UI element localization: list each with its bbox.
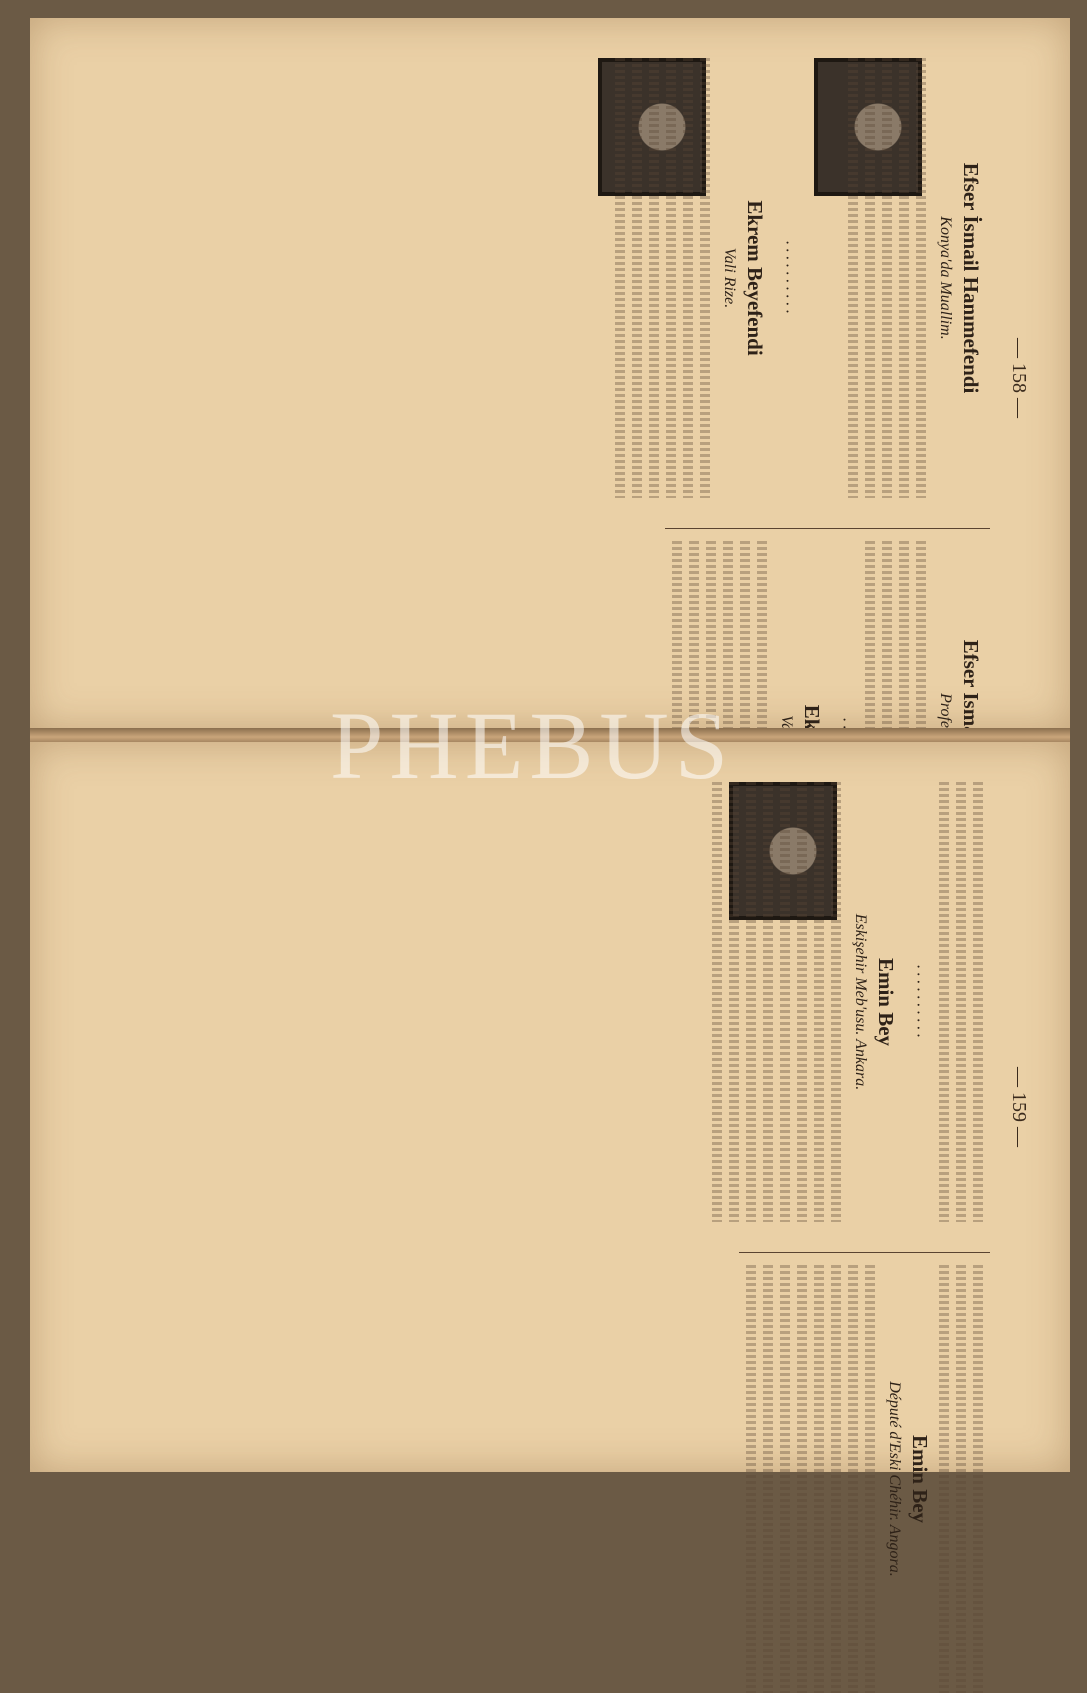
illegible-text-line [865, 58, 875, 498]
illegible-text-line [956, 1265, 966, 1693]
entry-subtitle: Eskişehir Meb'usu. Ankara. [852, 913, 869, 1091]
entry-title: Emin Bey [908, 1434, 932, 1524]
separator: ·········· [909, 963, 928, 1041]
illegible-text-line [899, 58, 909, 498]
illegible-text-line [712, 782, 722, 1222]
illegible-text-line [797, 782, 807, 1222]
illegible-text-line [683, 58, 693, 498]
illegible-text-line [746, 782, 756, 1222]
entry-title: Emin Bey [874, 957, 898, 1047]
entry-title: Efser İsmail Hanımefendi [959, 162, 983, 394]
page-number: — 158 — [1008, 338, 1030, 418]
turkish-column [705, 782, 990, 1222]
illegible-text-line [939, 1265, 949, 1693]
illegible-text-line [814, 1265, 824, 1693]
illegible-text-line [615, 58, 625, 498]
page-159-content [70, 762, 1030, 1577]
illegible-text-line [780, 1265, 790, 1693]
illegible-text-line [649, 58, 659, 498]
illegible-text-line [956, 782, 966, 1222]
illegible-text-line [763, 782, 773, 1222]
illegible-text-line [700, 58, 710, 498]
illegible-text-line [780, 782, 790, 1222]
page-158 [30, 18, 1070, 730]
illegible-text-line [831, 1265, 841, 1693]
entry-subtitle: Député d'Eski Chéhir. Angora. [886, 1381, 903, 1577]
illegible-text-line [848, 58, 858, 498]
illegible-text-line [797, 1265, 807, 1693]
illegible-text-line [973, 782, 983, 1222]
page-number: — 159 — [1008, 1067, 1030, 1147]
illegible-text-line [729, 782, 739, 1222]
turkish-column [592, 58, 990, 498]
illegible-text-line [939, 782, 949, 1222]
illegible-text-line [666, 58, 676, 498]
illegible-text-line [916, 58, 926, 498]
illegible-text-line [973, 1265, 983, 1693]
page-158-content [70, 38, 1030, 718]
illegible-text-line [632, 58, 642, 498]
entry-title: Ekrem Beyefendi [743, 200, 767, 356]
illegible-text-line [865, 1265, 875, 1693]
illegible-text-line [763, 1265, 773, 1693]
page-159 [30, 742, 1070, 1577]
illegible-text-line [848, 1265, 858, 1693]
entry-subtitle: Konya'da Muallim. [937, 216, 954, 340]
watermark: PHEBUS [330, 692, 735, 799]
illegible-text-line [831, 782, 841, 1222]
separator: ·········· [778, 239, 797, 317]
french-column [739, 1252, 990, 1693]
illegible-text-line [814, 782, 824, 1222]
illegible-text-line [882, 58, 892, 498]
illegible-text-line [746, 1265, 756, 1693]
entry-subtitle: Vali Rize. [721, 247, 738, 309]
